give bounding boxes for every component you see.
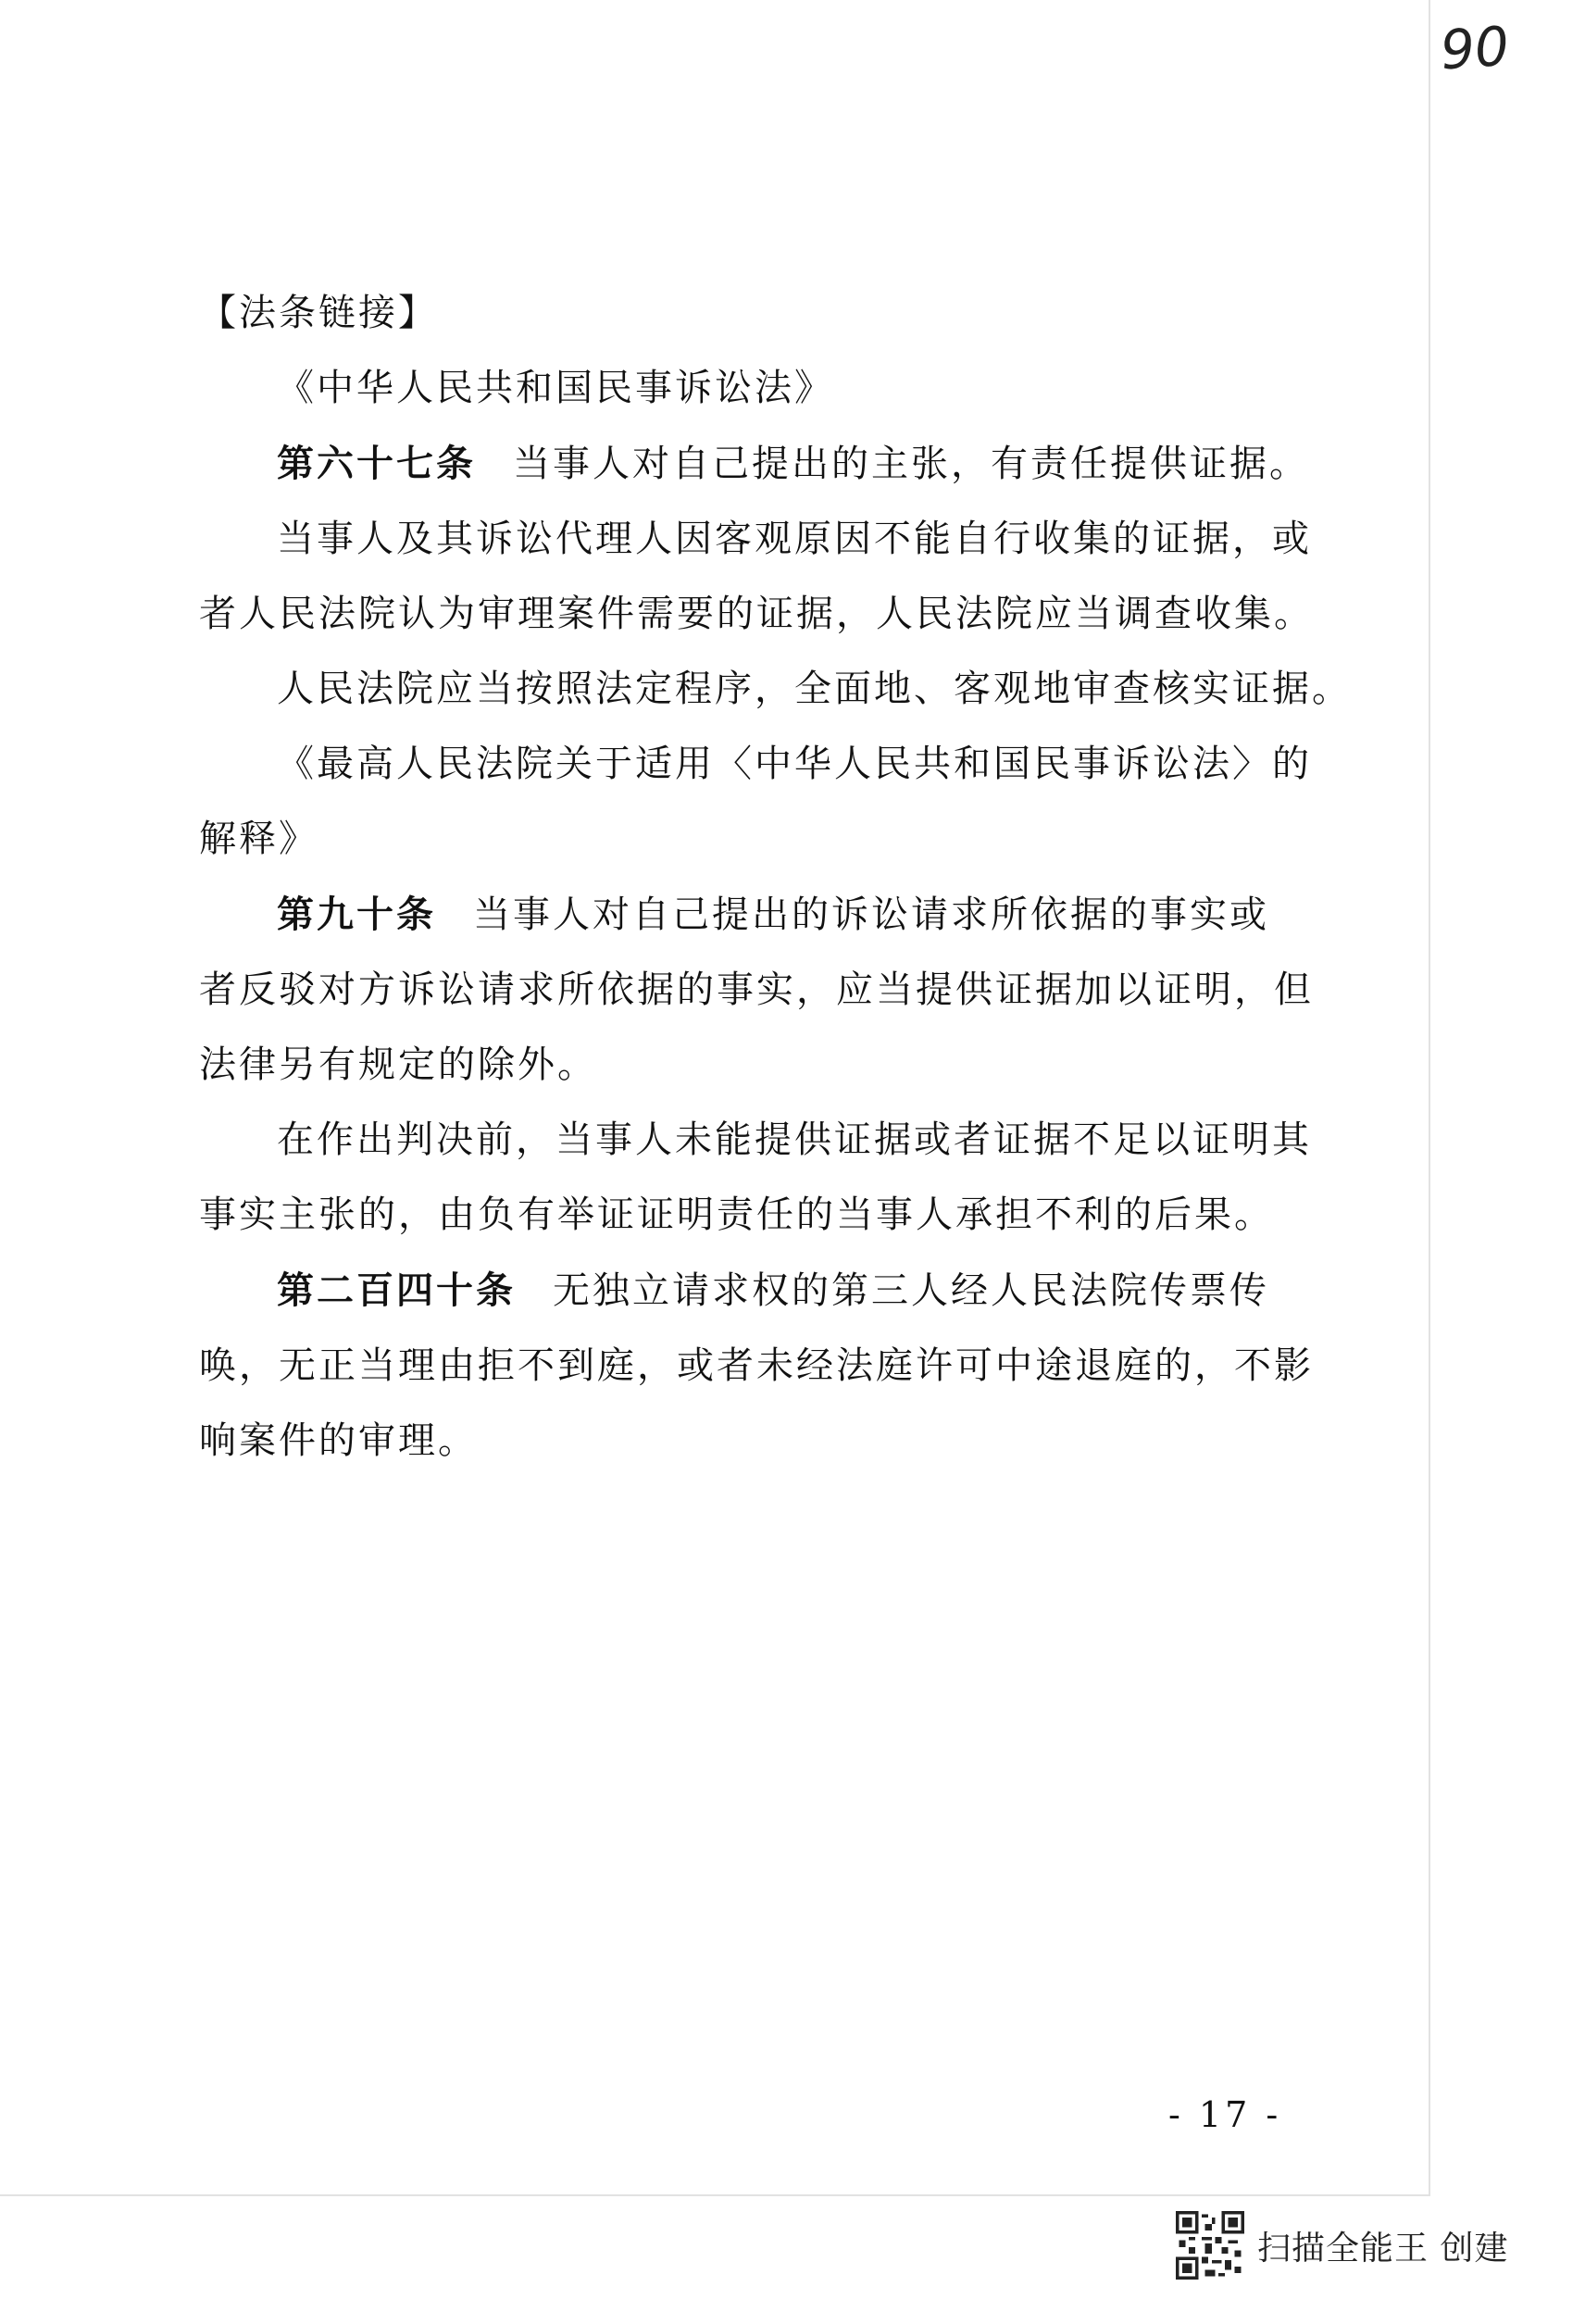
law-title-civil-procedure: 《中华人民共和国民事诉讼法》 [277,367,834,409]
article-90-para2-line2: 事实主张的，由负有举证证明责任的当事人承担不利的后果。 [199,1193,1274,1236]
article-240-line3: 响案件的审理。 [199,1419,478,1462]
article-240-line2: 唤，无正当理由拒不到庭，或者未经法庭许可中途退庭的，不影 [199,1344,1314,1387]
article-number: 第六十七条 [277,442,476,485]
article-67-para2-line2: 者人民法院认为审理案件需要的证据，人民法院应当调查收集。 [199,593,1314,635]
section-header: 【法条链接】 [199,292,438,334]
article-text: 当事人对自己提出的诉讼请求所依据的事实或 [473,893,1269,936]
article-67 [199,426,1309,502]
article-67-para2-line1: 当事人及其诉讼代理人因客观原因不能自行收集的证据，或 [277,518,1312,560]
scanner-app-label: 扫描全能王 创建 [1257,2229,1509,2268]
article-number: 第九十条 [277,893,436,936]
document-body [199,276,1352,1479]
article-90-line3: 法律另有规定的除外。 [199,1043,597,1086]
article-number: 第二百四十条 [277,1268,516,1312]
scanner-watermark [1176,2211,1508,2280]
article-text: 无独立请求权的第三人经人民法院传票传 [553,1269,1269,1312]
article-240 [199,1253,1273,1329]
article-90-para2-line1: 在作出判决前，当事人未能提供证据或者证据不足以证明其 [277,1118,1312,1161]
law-title-interpretation-line1: 《最高人民法院关于适用〈中华人民共和国民事诉讼法〉的 [277,743,1312,785]
article-90-line2: 者反驳对方诉讼请求所依据的事实，应当提供证据加以证明，但 [199,968,1314,1011]
handwritten-page-mark: 90 [1438,14,1512,82]
article-90 [199,877,1273,953]
law-title-interpretation-line2: 解释》 [199,818,318,860]
article-67-para3: 人民法院应当按照法定程序，全面地、客观地审查核实证据。 [277,668,1352,710]
qr-code-icon [1176,2211,1244,2280]
article-text: 当事人对自己提出的主张，有责任提供证据。 [513,443,1309,485]
page-number: - 17 - [1168,2094,1282,2135]
